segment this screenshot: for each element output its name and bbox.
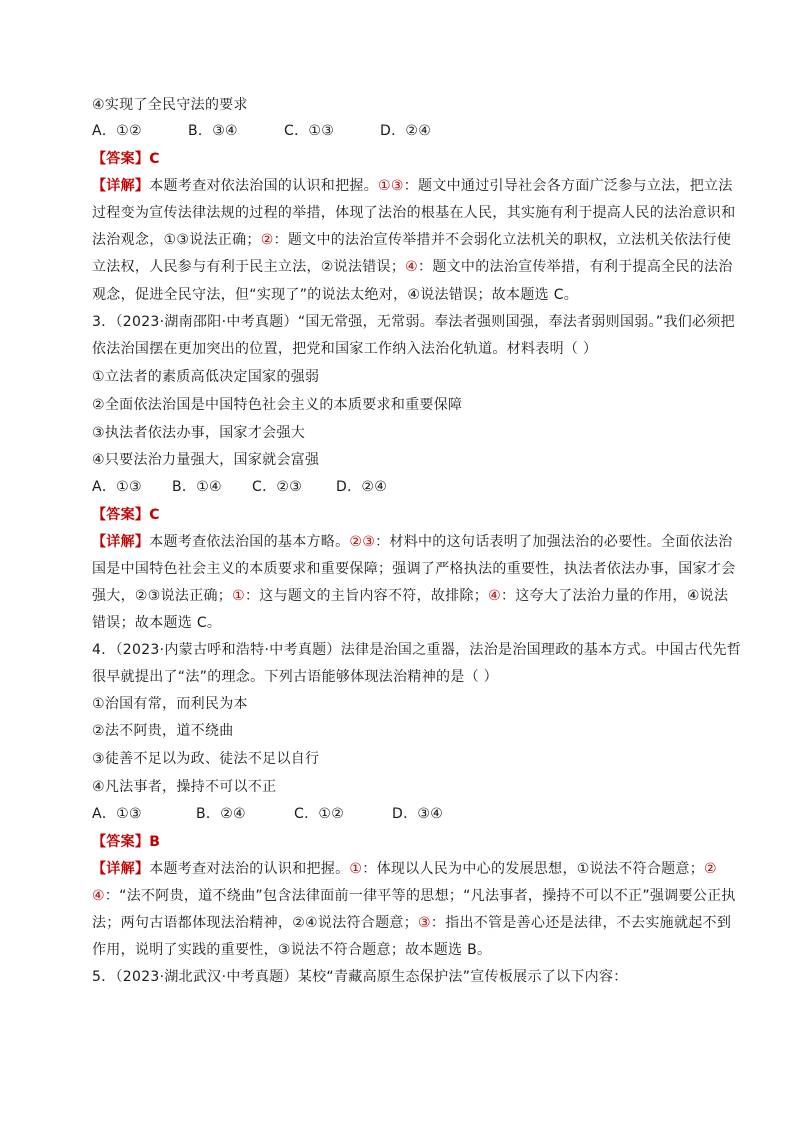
- q3-item-4: ④只要法治力量强大，国家就会富强: [92, 452, 320, 468]
- q3-item-3: ③执法者依法办事，国家才会强大: [92, 425, 306, 441]
- q2-detail-line-4: [92, 258, 732, 276]
- q3-detail-mark: ④: [488, 588, 501, 604]
- q4-detail-mark: ④: [92, 888, 105, 904]
- q2-detail-mark: ④: [405, 259, 419, 275]
- q2-detail-line-5: 观念，促进全民守法，但“实现了”的说法太绝对，④说法错误；故本题选 C。: [92, 287, 579, 303]
- q4-answer-value: B: [149, 834, 161, 850]
- q4-detail-label: 【详解】: [92, 861, 150, 877]
- q3-detail-text: ：材料中的这句话表明了加强法治的必要性。全面依法治: [375, 534, 733, 550]
- q2-options: [92, 122, 732, 140]
- q4-stem-line-1: 4．（2023·内蒙古呼和浩特·中考真题）法律是治国之重器，法治是治国理政的基本方式。中国古代先哲: [92, 642, 742, 658]
- q2-answer-label: 【答案】: [92, 151, 150, 167]
- q2-detail-text: ：题文中通过引导社会各方面广泛参与立法，把立法: [403, 178, 733, 194]
- q4-item-1: ①治国有常，而利民为本: [92, 696, 248, 712]
- q3-detail-mark: ①: [232, 588, 245, 604]
- q3-options: [92, 478, 732, 496]
- q2-detail-line-1: [92, 177, 732, 195]
- q4-detail-line-4: 作用，说明了实践的重要性，③说法不符合题意；故本题选 B。: [92, 942, 492, 958]
- q2-answer: [92, 150, 732, 168]
- q3-detail-mark: ②③: [349, 534, 376, 550]
- q2-item-4: ④实现了全民守法的要求: [92, 97, 248, 113]
- q4-option-c: C．①②: [294, 806, 345, 822]
- q4-detail-text: ：指出不管是善心还是法律，不去实施就起不到: [430, 915, 732, 931]
- q3-detail-text: 本题考查依法治国的基本方略。: [149, 534, 350, 550]
- q3-detail-text: 强大，②③说法正确；: [92, 588, 233, 604]
- q4-item-4: ④凡法事者，操持不可以不正: [92, 779, 277, 795]
- q2-detail-mark: ①③: [378, 178, 404, 194]
- q3-detail-text: ：这夸大了法治力量的作用，④说法: [500, 588, 729, 604]
- q3-option-d: D．②④: [336, 479, 388, 495]
- q4-options: [92, 805, 732, 823]
- q4-detail-text: ：体现以人民为中心的发展思想，①说法不符合题意；: [362, 861, 705, 877]
- q4-detail-line-3: [92, 914, 732, 932]
- q3-detail-line-2: 国是中国特色社会主义的本质要求和重要保障；强调了严格执法的重要性，执法者依法办事，国家才会: [92, 561, 736, 577]
- q4-detail-text: 本题考查对法治的认识和把握。: [149, 861, 350, 877]
- q3-stem-line-2: 依法治国摆在更加突出的位置，把党和国家工作纳入法治化轨道。材料表明（ ）: [92, 341, 598, 357]
- q4-detail-line-1: [92, 860, 732, 878]
- q4-option-d: D．③④: [392, 806, 444, 822]
- q2-option-b: B．③④: [188, 123, 238, 139]
- q2-detail-text: ：题文中的法治宣传举措并不会弱化立法机关的职权，立法机关依法行使: [273, 232, 732, 248]
- q4-detail-text: 法；两句古语都体现法治精神，②④说法符合题意；: [92, 915, 418, 931]
- q3-option-a: A．①③: [92, 479, 142, 495]
- q2-detail-mark: ②: [260, 232, 274, 248]
- q4-stem-line-2: 很早就提出了“法”的理念。下列古语能够体现法治精神的是（ ）: [92, 669, 498, 685]
- q3-item-1: ①立法者的素质高低决定国家的强弱: [92, 369, 320, 385]
- q3-answer-value: C: [149, 507, 160, 523]
- q4-detail-mark: ②: [704, 861, 717, 877]
- q3-answer: [92, 506, 732, 524]
- q4-answer-label: 【答案】: [92, 834, 150, 850]
- q4-answer: [92, 833, 732, 851]
- q3-option-c: C．②③: [252, 479, 303, 495]
- q2-detail-text: 本题考查对依法治国的认识和把握。: [149, 178, 379, 194]
- q3-option-b: B．①④: [172, 479, 222, 495]
- q2-detail-label: 【详解】: [92, 178, 150, 194]
- q2-option-a: A．①②: [92, 123, 142, 139]
- q3-detail-line-3: [92, 587, 732, 605]
- q2-option-c: C．①③: [284, 123, 335, 139]
- q4-detail-mark: ③: [418, 915, 431, 931]
- q4-item-3: ③徒善不足以为政、徒法不足以自行: [92, 751, 320, 767]
- q2-answer-value: C: [149, 151, 160, 167]
- q2-option-d: D．②④: [380, 123, 432, 139]
- q3-detail-line-4: 错误；故本题选 C。: [92, 615, 222, 631]
- q4-detail-text: ：“法不阿贵，道不绕曲”包含法律面前一律平等的思想；“凡法事者，操持不可以不正”强调要公正执: [104, 888, 736, 904]
- q4-item-2: ②法不阿贵，道不绕曲: [92, 723, 234, 739]
- q4-option-b: B．②④: [196, 806, 246, 822]
- q3-stem-line-1: 3．（2023·湖南邵阳·中考真题）“国无常强，无常弱。奉法者强则国强，奉法者弱则国弱。”我们必须把: [92, 314, 735, 330]
- q2-detail-line-3: [92, 231, 732, 249]
- q4-detail-line-2: [92, 887, 736, 905]
- q3-detail-text: ：这与题文的主旨内容不符，故排除；: [244, 588, 489, 604]
- q5-stem-line-1: 5．（2023·湖北武汉·中考真题）某校“青藏高原生态保护法”宣传板展示了以下内容：: [92, 969, 628, 985]
- q4-detail-mark: ①: [349, 861, 363, 877]
- q2-detail-text: 法治观念，①③说法正确；: [92, 232, 261, 248]
- q2-detail-text: ：题文中的法治宣传举措，有利于提高全民的法治: [418, 259, 733, 275]
- q2-detail-line-2: 过程变为宣传法律法规的过程的举措，体现了法治的根基在人民，其实施有利于提高人民的法治意识和: [92, 205, 736, 221]
- q3-answer-label: 【答案】: [92, 507, 150, 523]
- q3-item-2: ②全面依法治国是中国特色社会主义的本质要求和重要保障: [92, 397, 463, 413]
- q3-detail-label: 【详解】: [92, 534, 150, 550]
- q2-detail-text: 立法权，人民参与有利于民主立法，②说法错误；: [92, 259, 406, 275]
- q4-option-a: A．①③: [92, 806, 142, 822]
- q3-detail-line-1: [92, 533, 732, 551]
